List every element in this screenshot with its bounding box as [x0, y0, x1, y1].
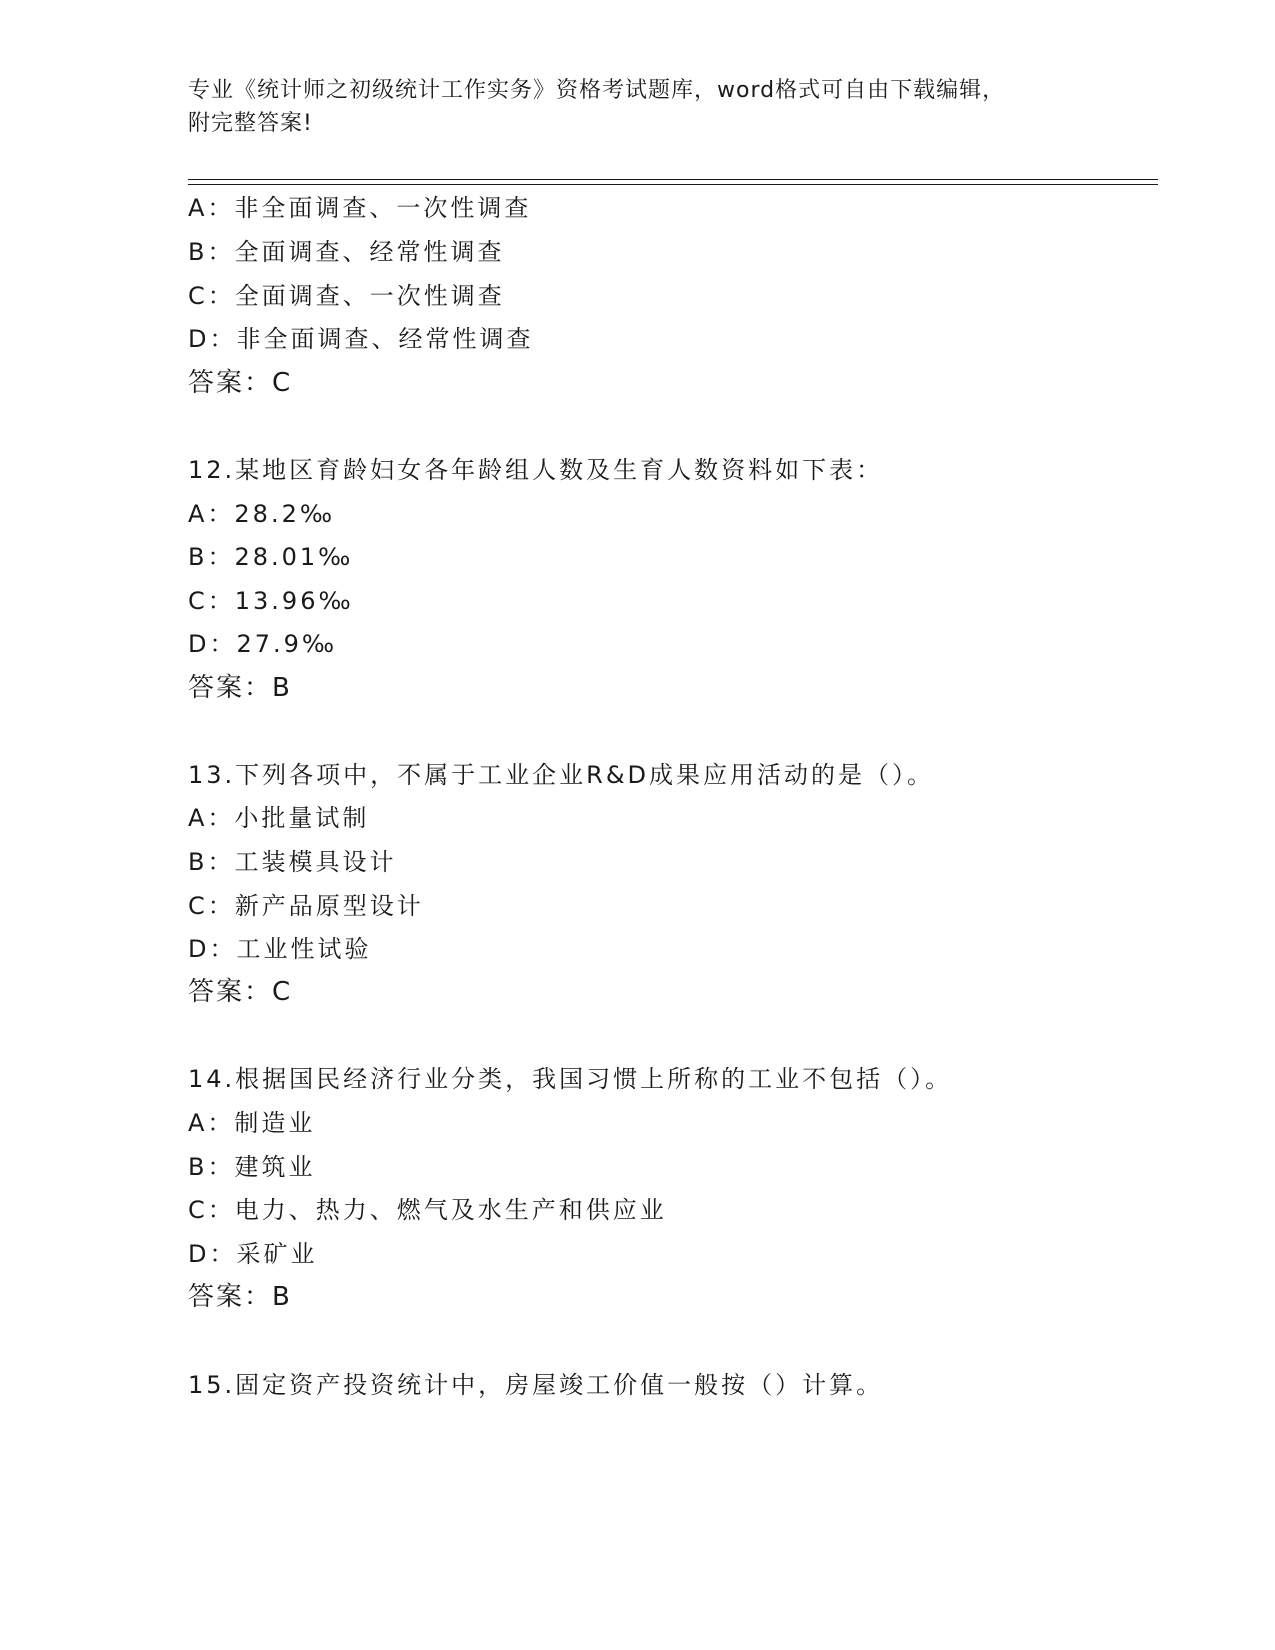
- header-line-2: 附完整答案!: [188, 111, 313, 136]
- header-line-1: 专业《统计师之初级统计工作实务》资格考试题库，word格式可自由下载编辑，: [188, 78, 1006, 103]
- header-rule-bottom: [188, 184, 1158, 185]
- document-header: [188, 74, 1088, 140]
- answer-label: 答案：: [188, 368, 273, 398]
- answer-value: C: [272, 977, 291, 1007]
- q12-answer: [188, 673, 290, 703]
- q14-option-b: B：建筑业: [188, 1153, 316, 1181]
- q14-option-c: C：电力、热力、燃气及水生产和供应业: [188, 1196, 667, 1224]
- q11-option-c: C：全面调查、一次性调查: [188, 282, 505, 310]
- q13-option-c: C：新产品原型设计: [188, 892, 424, 920]
- q13-question: 13.下列各项中，不属于工业企业R&D成果应用活动的是（）。: [188, 761, 935, 789]
- answer-value: B: [272, 1282, 290, 1312]
- q13-option-a: A：小批量试制: [188, 804, 370, 832]
- answer-value: B: [272, 673, 290, 703]
- q12-option-a: A：28.2‰: [188, 500, 336, 528]
- q15-question: 15.固定资产投资统计中，房屋竣工价值一般按（）计算。: [188, 1371, 884, 1399]
- q13-answer: [188, 977, 290, 1007]
- q14-question: 14.根据国民经济行业分类，我国习惯上所称的工业不包括（）。: [188, 1065, 953, 1093]
- q12-option-b: B：28.01‰: [188, 543, 354, 571]
- q11-answer: [188, 368, 290, 398]
- answer-label: 答案：: [188, 673, 273, 703]
- q14-option-d: D：采矿业: [188, 1240, 318, 1268]
- q12-question: 12.某地区育龄妇女各年龄组人数及生育人数资料如下表：: [188, 456, 884, 484]
- answer-value: C: [272, 368, 291, 398]
- answer-label: 答案：: [188, 1282, 273, 1312]
- answer-label: 答案：: [188, 977, 273, 1007]
- q11-option-a: A：非全面调查、一次性调查: [188, 194, 532, 222]
- q11-option-d: D：非全面调查、经常性调查: [188, 325, 534, 353]
- q14-answer: [188, 1282, 290, 1312]
- q14-option-a: A：制造业: [188, 1109, 316, 1137]
- q13-option-b: B：工装模具设计: [188, 848, 397, 876]
- q11-option-b: B：全面调查、经常性调查: [188, 238, 505, 266]
- q13-option-d: D：工业性试验: [188, 935, 372, 963]
- q12-option-d: D：27.9‰: [188, 630, 338, 658]
- q12-option-c: C：13.96‰: [188, 587, 354, 615]
- header-rule-top: [188, 179, 1158, 180]
